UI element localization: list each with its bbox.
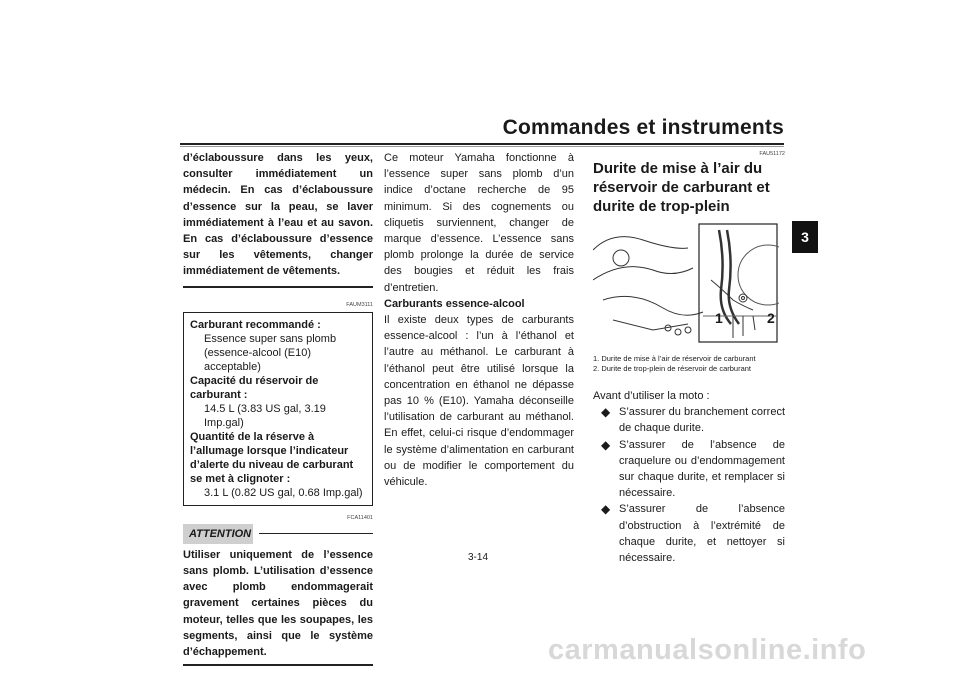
header-rule <box>180 143 784 145</box>
column-right <box>593 150 785 566</box>
warning-end-rule <box>183 286 373 288</box>
attention-header <box>183 524 373 544</box>
spec-code: FAUM3111 <box>346 301 373 308</box>
page-title: Commandes et instruments <box>502 116 784 139</box>
bullet-icon: ◆ <box>601 405 611 420</box>
list-item <box>593 404 785 436</box>
watermark: carmanualsonline.info <box>548 634 867 666</box>
bullet-icon: ◆ <box>601 502 611 517</box>
list-item-text: S’assurer de l’absence d’obstruction à l’extrémité de chaque durite, et nettoyer si nécessaire. <box>619 503 785 565</box>
column-left <box>183 150 373 666</box>
figure-label-2: 2 <box>767 310 775 326</box>
section-code: FAU51172 <box>759 151 785 157</box>
tank-capacity-value: 14.5 L (3.83 US gal, 3.19 Imp.gal) <box>204 402 326 429</box>
list-item <box>593 501 785 566</box>
hose-illustration <box>593 220 779 348</box>
section-title: Durite de mise à l’air du réservoir de carburant et durite de trop-plein <box>593 160 770 215</box>
list-item-text: S’assurer de l’absence de craquelure ou d’endommagement sur chaque durite, et remplacer si nécessaire. <box>619 438 785 500</box>
reserve-label: Quantité de la réserve à l’allumage lorsque l’indicateur d’alerte du niveau de carburant se met à clignoter : <box>190 430 354 485</box>
attention-rule <box>259 533 373 534</box>
chapter-tab: 3 <box>792 221 818 253</box>
attention-text: Utiliser uniquement de l’essence sans plomb. L’utilisation d’essence avec plomb endommagerait gravement certaines pièces du moteur, telles que les soupapes, les segments, ainsi que le système d’échappement. <box>183 548 373 659</box>
intro-text: Avant d’utiliser la moto : <box>593 390 710 402</box>
figure-label-1: 1 <box>715 310 723 326</box>
fuel-spec-box <box>183 312 373 506</box>
octane-paragraph: Ce moteur Yamaha fonctionne à l’essence super sans plomb d’un indice d’octane recherche de 95 minimum. Si des cognements ou cliquetis surviennent, changer de marque d’essence. L’essence sans plomb prolonge la durée de service des bougies et réduit les frais d’entretien. <box>384 152 574 294</box>
column-middle <box>384 150 574 490</box>
caption-item-2: 2. Durite de trop-plein de réservoir de carburant <box>593 364 751 373</box>
caption-item-1: 1. Durite de mise à l’air de réservoir de carburant <box>593 354 756 363</box>
recommended-fuel-value-2: (essence-alcool (E10) acceptable) <box>204 346 311 373</box>
gasohol-heading: Carburants essence-alcool <box>384 297 525 310</box>
figure-caption <box>593 354 785 374</box>
header-rule-thin <box>180 146 784 147</box>
bullet-icon: ◆ <box>601 437 611 452</box>
attention-badge: ATTENTION <box>183 524 253 544</box>
warning-continuation: d’éclaboussure dans les yeux, consulter immédiatement un médecin. En cas d’éclaboussure d’essence sur la peau, se laver immédiatement à l’eau et au savon. En cas d’éclaboussure d’essence sur les vêtements, changer immédiatement de vêtements. <box>183 152 373 278</box>
tank-capacity-label: Capacité du réservoir de carburant : <box>190 374 319 401</box>
hose-drawing-svg <box>593 220 779 348</box>
attention-end-rule <box>183 664 373 666</box>
recommended-fuel-value-1: Essence super sans plomb <box>204 332 337 345</box>
gasohol-paragraph: Il existe deux types de carburants essence-alcool : l’un à l’éthanol et l’autre au méthanol. Le carburant à l’éthanol peut être utilisé lorsque la concentration en éthanol ne dépasse pas 10 % (E10). Yamaha déconseille l’utilisation de carburant au méthanol. En effet, celui-ci risque d’endommager le système d’alimentation en carburant ou de modifier le comportement du véhicule. <box>384 314 574 489</box>
page-number: 3-14 <box>468 552 489 563</box>
recommended-fuel-label: Carburant recommandé : <box>190 318 321 331</box>
list-item <box>593 437 785 502</box>
list-item-text: S’assurer du branchement correct de chaque durite. <box>619 406 785 435</box>
attention-code: FCA11401 <box>347 514 373 521</box>
reserve-value: 3.1 L (0.82 US gal, 0.68 Imp.gal) <box>204 486 363 499</box>
